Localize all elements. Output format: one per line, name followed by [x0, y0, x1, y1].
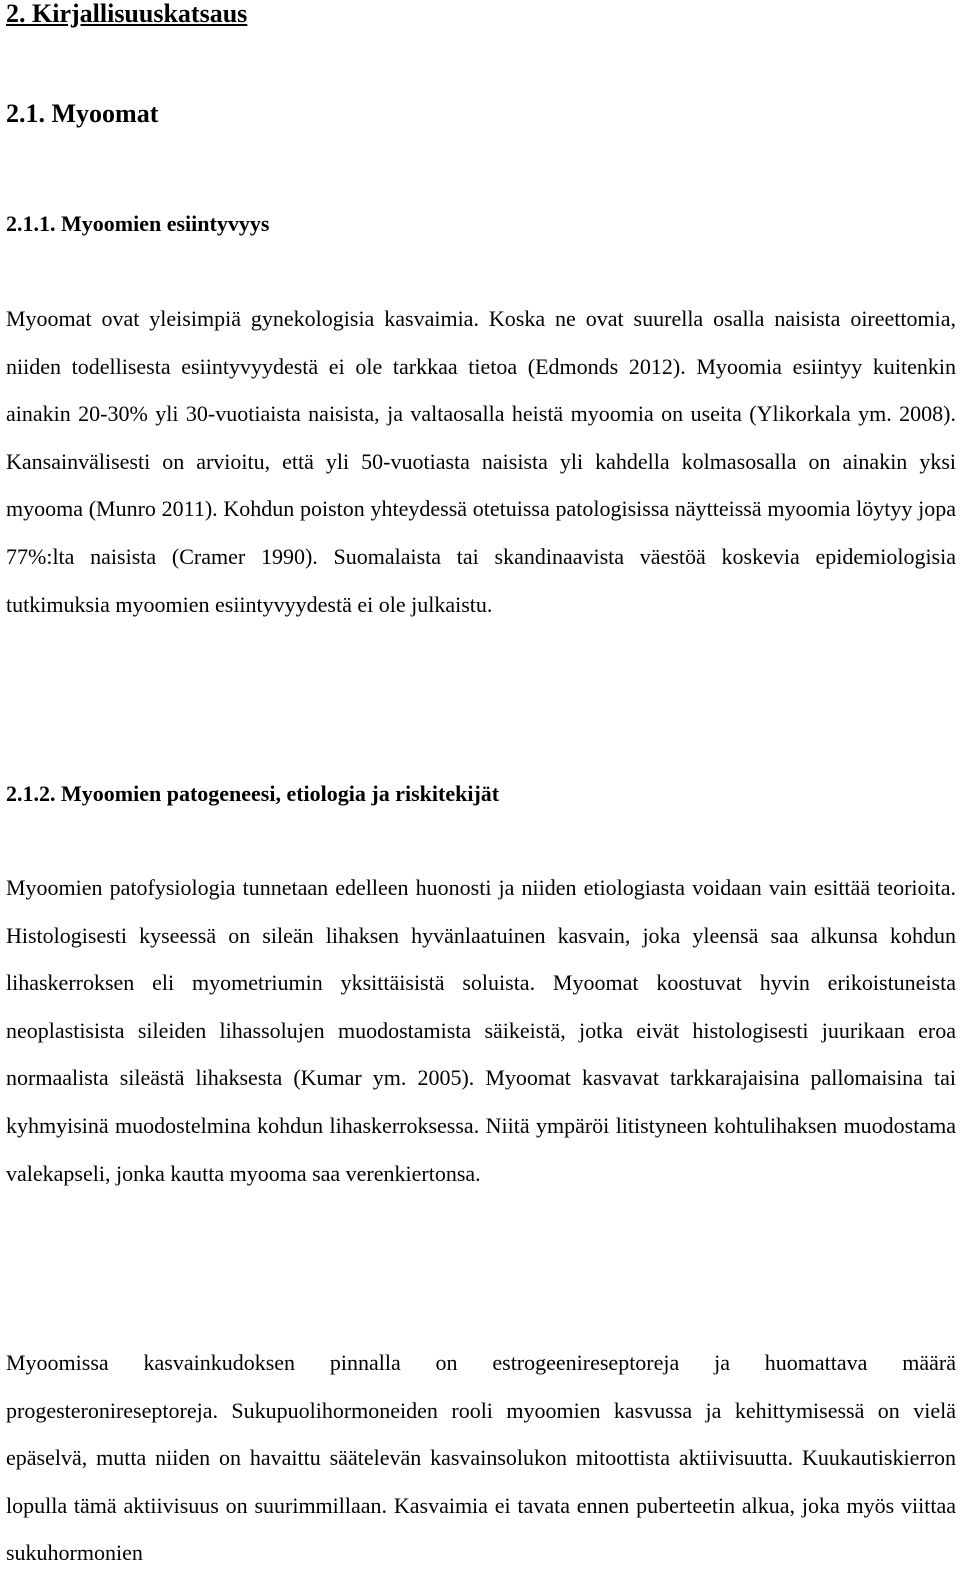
subsection-heading-pathogenesis: 2.1.2. Myoomien patogeneesi, etiologia ja riskitekijät [6, 781, 500, 806]
paragraph-occurrence: Myoomat ovat yleisimpiä gynekologisia kasvaimia. Koska ne ovat suurella osalla naisista oireettomia, niiden todellisesta esiintyvyydestä ei ole tarkkaa tietoa (Edmonds 2012). Myoomia esiintyy kuitenkin ainakin 20-30% yli 30-vuotiaista naisista, ja valtaosalla heistä myoomia on useita (Ylikorkala ym. 2008). Kansainvälisesti on arvioitu, että yli 50-vuotiasta naisista yli kahdella kolmasosalla on ainakin yksi myooma (Munro 2011). Kohdun poiston yhteydessä otetuissa patologisissa näytteissä myoomia löytyy jopa 77%:lta naisista (Cramer 1990). Suomalaista tai skandinaavista väestöä koskevia epidemiologisia tutkimuksia myoomien esiintyvyydestä ei ole julkaistu. [6, 306, 956, 617]
section-heading: 2.1. Myoomat [6, 99, 159, 128]
subsection-heading-occurrence: 2.1.1. Myoomien esiintyvyys [6, 211, 270, 236]
chapter-heading: 2. Kirjallisuuskatsaus [6, 0, 248, 28]
paragraph-hormone-receptors: Myoomissa kasvainkudoksen pinnalla on estrogeenireseptoreja ja huomattava määrä progesteronireseptoreja. Sukupuolihormoneiden rooli myoomien kasvussa ja kehittymisessä on vielä epäselvä, mutta niiden on havaittu säätelevän kasvainsolukon mitoottista aktiivisuutta. Kuukautiskierron lopulla tämä aktiivisuus on suurimmillaan. Kasvaimia ei tavata ennen puberteetin alkua, joka myös viittaa sukuhormonien [6, 1350, 956, 1566]
paragraph-pathophysiology: Myoomien patofysiologia tunnetaan edelleen huonosti ja niiden etiologiasta voidaan vain esittää teorioita. Histologisesti kyseessä on sileän lihaksen hyvänlaatuinen kasvain, joka yleensä saa alkunsa kohdun lihaskerroksen eli myometriumin yksittäisistä soluista. Myoomat koostuvat hyvin erikoistuneista neoplastisista sileiden lihassolujen muodostamista säikeistä, jotka eivät histologisesti juurikaan eroa normaalista sileästä lihaksesta (Kumar ym. 2005). Myoomat kasvavat tarkkarajaisina pallomaisina tai kyhmyisinä muodostelmina kohdun lihaskerroksessa. Niitä ympäröi litistyneen kohtulihaksen muodostama valekapseli, jonka kautta myooma saa verenkiertonsa. [6, 875, 956, 1186]
